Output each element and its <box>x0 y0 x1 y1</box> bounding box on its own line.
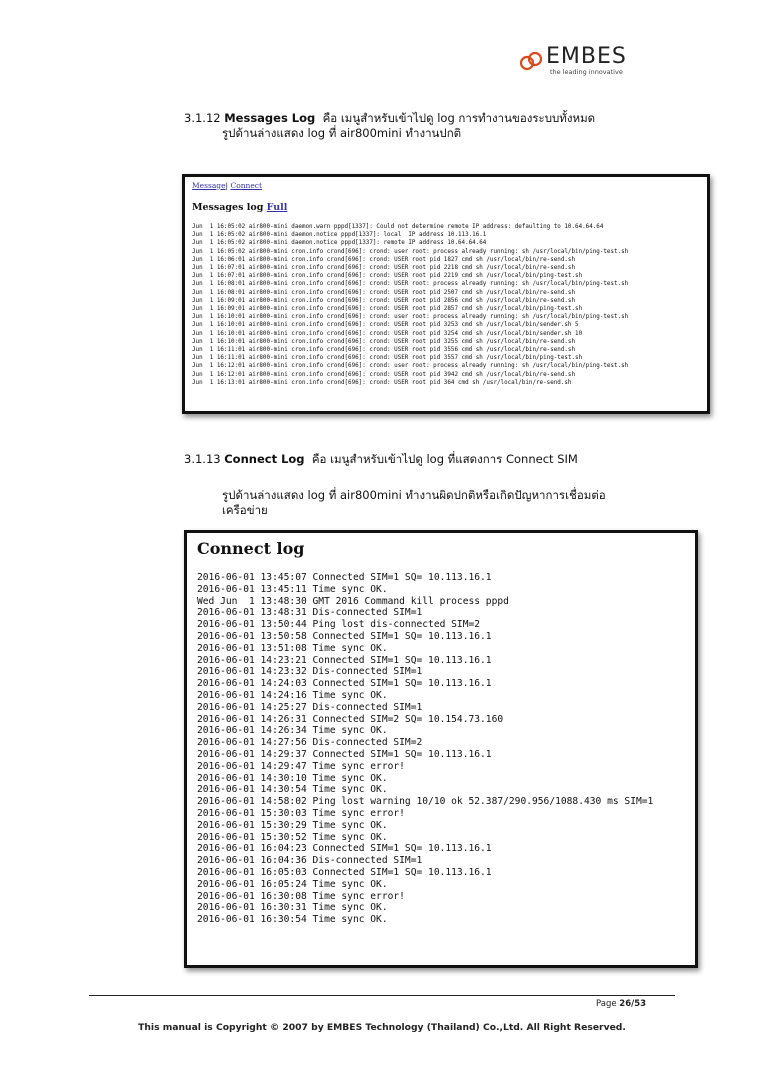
log-line: 2016-06-01 14:27:56 Dis-connected SIM=2 <box>197 737 423 749</box>
log-line: Jun 1 16:10:01 air800-mini cron.info crond[696]: crond: USER root pid 3254 cmd sh /usr/local/bin/sender.sh 10 <box>192 330 583 337</box>
log-line: Jun 1 16:06:01 air800-mini cron.info crond[696]: crond: USER root pid 1827 cmd sh /usr/local/bin/re-send.sh <box>192 256 576 263</box>
log-line: Jun 1 16:12:01 air800-mini cron.info crond[696]: crond: USER root pid 3942 cmd sh /usr/local/bin/re-send.sh <box>192 371 576 378</box>
log-line: 2016-06-01 14:26:34 Time sync OK. <box>197 725 388 737</box>
connect-log-output <box>197 572 687 926</box>
section-number: 3.1.12 <box>184 111 221 125</box>
page-label: Page <box>596 999 617 1009</box>
log-line: Jun 1 16:10:01 air800-mini cron.info crond[696]: crond: USER root pid 3253 cmd sh /usr/local/bin/sender.sh 5 <box>192 322 579 329</box>
section-description: คือ เมนูสำหรับเข้าไปดู log ที่แสดงการ Connect SIM <box>311 452 578 466</box>
messages-log-title: Messages log <box>192 202 264 213</box>
log-line: Jun 1 16:10:01 air800-mini cron.info crond[696]: crond: USER root pid 3255 cmd sh /usr/local/bin/re-send.sh <box>192 338 576 345</box>
logo-wordmark: EMBES <box>546 44 627 69</box>
footer-rule <box>89 995 675 996</box>
log-line: 2016-06-01 13:50:44 Ping lost dis-connected SIM=2 <box>197 619 481 631</box>
page-total: 53 <box>634 999 647 1009</box>
log-line: 2016-06-01 15:30:52 Time sync OK. <box>197 831 388 843</box>
section-connect-log <box>184 452 578 467</box>
log-line: Jun 1 16:07:01 air800-mini cron.info crond[696]: crond: USER root pid 2219 cmd sh /usr/local/bin/ping-test.sh <box>192 273 583 280</box>
log-line: Jun 1 16:05:02 air800-mini cron.info crond[696]: crond: user root: process already running: sh /usr/local/bin/ping-test.sh <box>192 248 629 255</box>
section-messages-log <box>184 111 595 141</box>
log-line: 2016-06-01 13:48:31 Dis-connected SIM=1 <box>197 607 423 619</box>
company-logo <box>520 44 630 78</box>
log-line: 2016-06-01 14:30:54 Time sync OK. <box>197 784 388 796</box>
log-line: 2016-06-01 14:24:16 Time sync OK. <box>197 689 388 701</box>
log-line: 2016-06-01 16:30:54 Time sync OK. <box>197 914 388 926</box>
log-line: 2016-06-01 14:24:03 Connected SIM=1 SQ= 10.113.16.1 <box>197 678 492 690</box>
log-line: 2016-06-01 13:45:11 Time sync OK. <box>197 583 388 595</box>
log-line: 2016-06-01 14:23:21 Connected SIM=1 SQ= 10.113.16.1 <box>197 654 492 666</box>
copyright-notice: This manual is Copyright © 2007 by EMBES Technology (Thailand) Co.,Ltd. All Right Reserved. <box>138 1022 626 1033</box>
logo-tagline: the leading innovative <box>550 68 623 76</box>
log-line: Jun 1 16:12:01 air800-mini cron.info crond[696]: crond: user root: process already running: sh /usr/local/bin/ping-test.sh <box>192 363 629 370</box>
log-line: 2016-06-01 14:26:31 Connected SIM=2 SQ= 10.154.73.160 <box>197 713 504 725</box>
page-number <box>596 999 646 1009</box>
messages-log-heading <box>192 202 700 213</box>
log-line: 2016-06-01 14:23:32 Dis-connected SIM=1 <box>197 666 423 678</box>
section-connect-caption <box>222 488 606 518</box>
log-line: 2016-06-01 14:30:10 Time sync OK. <box>197 772 388 784</box>
log-nav <box>192 181 700 190</box>
log-line: Jun 1 16:08:01 air800-mini cron.info crond[696]: crond: USER root pid 2507 cmd sh /usr/local/bin/re-send.sh <box>192 289 576 296</box>
log-line: 2016-06-01 16:30:08 Time sync error! <box>197 890 405 902</box>
log-line: Jun 1 16:13:01 air800-mini cron.info crond[696]: crond: USER root pid 364 cmd sh /usr/local/bin/re-send.sh <box>192 379 572 386</box>
log-line: 2016-06-01 16:30:31 Time sync OK. <box>197 902 388 914</box>
log-line: Jun 1 16:09:01 air800-mini cron.info crond[696]: crond: USER root pid 2856 cmd sh /usr/local/bin/re-send.sh <box>192 297 576 304</box>
nav-message-link[interactable]: Message <box>192 181 226 190</box>
nav-separator: | <box>225 181 229 190</box>
full-log-link[interactable]: Full <box>266 202 288 213</box>
messages-log-output <box>192 223 700 387</box>
log-line: 2016-06-01 16:04:36 Dis-connected SIM=1 <box>197 855 423 867</box>
log-line: Jun 1 16:05:02 air800-mini daemon.notice pppd[1337]: local IP address 10.113.16.1 <box>192 232 487 239</box>
log-line: 2016-06-01 14:29:37 Connected SIM=1 SQ= 10.113.16.1 <box>197 748 492 760</box>
caption-line-1: รูปด้านล่างแสดง log ที่ air800mini ทำงานผิดปกติหรือเกิดปัญหาการเชื่อมต่อ <box>222 488 606 502</box>
section-caption: รูปด้านล่างแสดง log ที่ air800mini ทำงานปกติ <box>222 126 462 140</box>
log-line: 2016-06-01 13:51:08 Time sync OK. <box>197 642 388 654</box>
log-line: 2016-06-01 13:45:07 Connected SIM=1 SQ= 10.113.16.1 <box>197 572 492 583</box>
log-line: 2016-06-01 16:05:03 Connected SIM=1 SQ= 10.113.16.1 <box>197 866 492 878</box>
nav-connect-link[interactable]: Connect <box>230 181 263 190</box>
log-line: Jun 1 16:09:01 air800-mini cron.info crond[696]: crond: USER root pid 2857 cmd sh /usr/local/bin/ping-test.sh <box>192 306 583 313</box>
page-separator: / <box>631 999 635 1009</box>
log-line: 2016-06-01 16:04:23 Connected SIM=1 SQ= 10.113.16.1 <box>197 843 492 855</box>
log-line: Jun 1 16:05:02 air800-mini daemon.warn pppd[1337]: Could not determine remote IP address: defaulting to 10.64.64.64 <box>192 224 604 230</box>
section-description: คือ เมนูสำหรับเข้าไปดู log การทำงานของระบบทั้งหมด <box>322 111 596 125</box>
log-line: Jun 1 16:11:01 air800-mini cron.info crond[696]: crond: USER root pid 3556 cmd sh /usr/local/bin/re-send.sh <box>192 347 576 354</box>
log-line: Jun 1 16:08:01 air800-mini cron.info crond[696]: crond: USER root: process already running: sh /usr/local/bin/ping-test.sh <box>192 281 629 288</box>
log-line: Wed Jun 1 13:48:30 GMT 2016 Command kill process pppd <box>197 595 509 607</box>
connect-log-screenshot <box>184 530 698 968</box>
connect-log-title: Connect log <box>197 539 305 558</box>
embes-logo-icon <box>520 50 542 72</box>
section-title: Connect Log <box>224 452 305 466</box>
page-current: 26 <box>619 999 632 1009</box>
caption-line-2: เครือข่าย <box>222 503 268 517</box>
log-line: Jun 1 16:05:02 air800-mini daemon.notice pppd[1337]: remote IP address 10.64.64.64 <box>192 240 487 247</box>
messages-log-screenshot <box>182 174 710 414</box>
log-line: 2016-06-01 13:50:58 Connected SIM=1 SQ= 10.113.16.1 <box>197 630 492 642</box>
log-line: Jun 1 16:11:01 air800-mini cron.info crond[696]: crond: USER root pid 3557 cmd sh /usr/local/bin/ping-test.sh <box>192 355 583 362</box>
section-title: Messages Log <box>224 111 316 125</box>
log-line: 2016-06-01 15:30:29 Time sync OK. <box>197 819 388 831</box>
log-line: 2016-06-01 14:25:27 Dis-connected SIM=1 <box>197 701 423 713</box>
log-line: Jun 1 16:10:01 air800-mini cron.info crond[696]: crond: user root: process already running: sh /usr/local/bin/ping-test.sh <box>192 314 629 321</box>
log-line: 2016-06-01 14:29:47 Time sync error! <box>197 760 405 772</box>
log-line: 2016-06-01 15:30:03 Time sync error! <box>197 807 405 819</box>
log-line: Jun 1 16:07:01 air800-mini cron.info crond[696]: crond: USER root pid 2218 cmd sh /usr/local/bin/re-send.sh <box>192 265 576 272</box>
log-line: 2016-06-01 16:05:24 Time sync OK. <box>197 878 388 890</box>
section-number: 3.1.13 <box>184 452 221 466</box>
log-line: 2016-06-01 14:58:02 Ping lost warning 10/10 ok 52.387/290.956/1088.430 ms SIM=1 <box>197 796 654 808</box>
